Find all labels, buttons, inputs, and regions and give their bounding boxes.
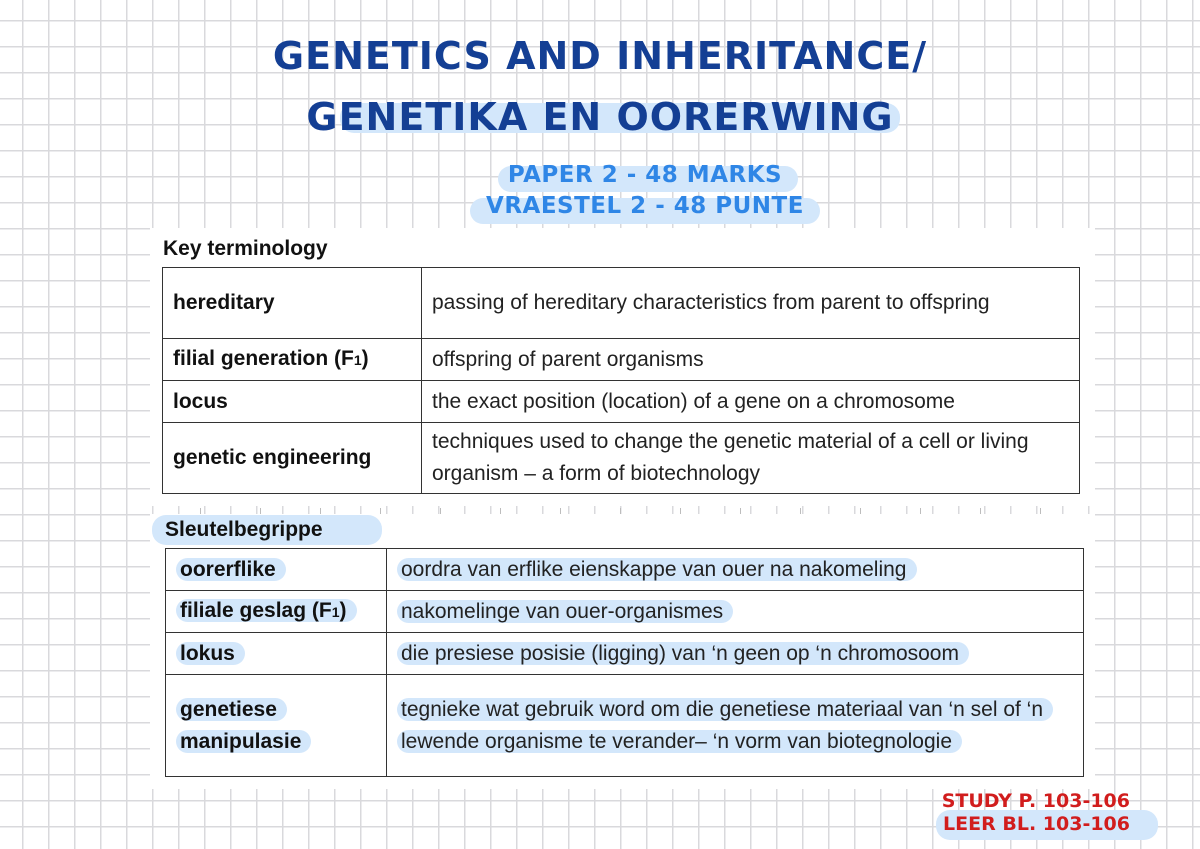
table-row: [166, 633, 1084, 675]
definition-cell: offspring of parent organisms: [422, 339, 1080, 381]
study-reference-line2: LEER BL. 103-106: [943, 813, 1130, 835]
definition-cell: the exact position (location) of a gene on a chromosome: [422, 381, 1080, 423]
term-cell: locus: [163, 381, 422, 423]
table-row: [163, 339, 1080, 381]
term-cell: oorerflike: [166, 549, 387, 591]
term-cell: genetic engineering: [163, 423, 422, 494]
table-row: [163, 423, 1080, 494]
definition-cell: techniques used to change the genetic material of a cell or living organism – a form of biotechnology: [422, 423, 1080, 494]
page-title-line1: GENETICS AND INHERITANCE/: [272, 34, 928, 78]
sleutelbegrippe-heading: Sleutelbegrippe: [165, 518, 323, 541]
table-row: [166, 591, 1084, 633]
table-row: [166, 549, 1084, 591]
table-row: [163, 268, 1080, 339]
term-cell: filiale geslag (F1): [166, 591, 387, 633]
definition-cell: die presiese posisie (ligging) van ‘n geen op ‘n chromosoom: [387, 633, 1084, 675]
key-terminology-heading: Key terminology: [163, 237, 328, 260]
term-cell: genetiese manipulasie: [166, 675, 387, 777]
key-terminology-table: [162, 267, 1080, 494]
definition-cell: passing of hereditary characteristics from parent to offspring: [422, 268, 1080, 339]
subtitle-line1: PAPER 2 - 48 MARKS: [507, 162, 783, 188]
definition-cell: oordra van erflike eienskappe van ouer na nakomeling: [387, 549, 1084, 591]
study-reference-line1: STUDY P. 103-106: [941, 790, 1130, 812]
sleutelbegrippe-table: [165, 548, 1084, 777]
subtitle-line2: VRAESTEL 2 - 48 PUNTE: [486, 193, 804, 219]
term-cell: lokus: [166, 633, 387, 675]
page-title-line2: GENETIKA EN OORERWING: [306, 95, 894, 139]
definition-cell: tegnieke wat gebruik word om die genetiese materiaal van ‘n sel of ‘n lewende organisme te verander– ‘n vorm van biotegnologie: [387, 675, 1084, 777]
table-row: [166, 675, 1084, 777]
definition-cell: nakomelinge van ouer-organismes: [387, 591, 1084, 633]
table-row: [163, 381, 1080, 423]
term-cell: filial generation (F1): [163, 339, 422, 381]
term-cell: hereditary: [163, 268, 422, 339]
